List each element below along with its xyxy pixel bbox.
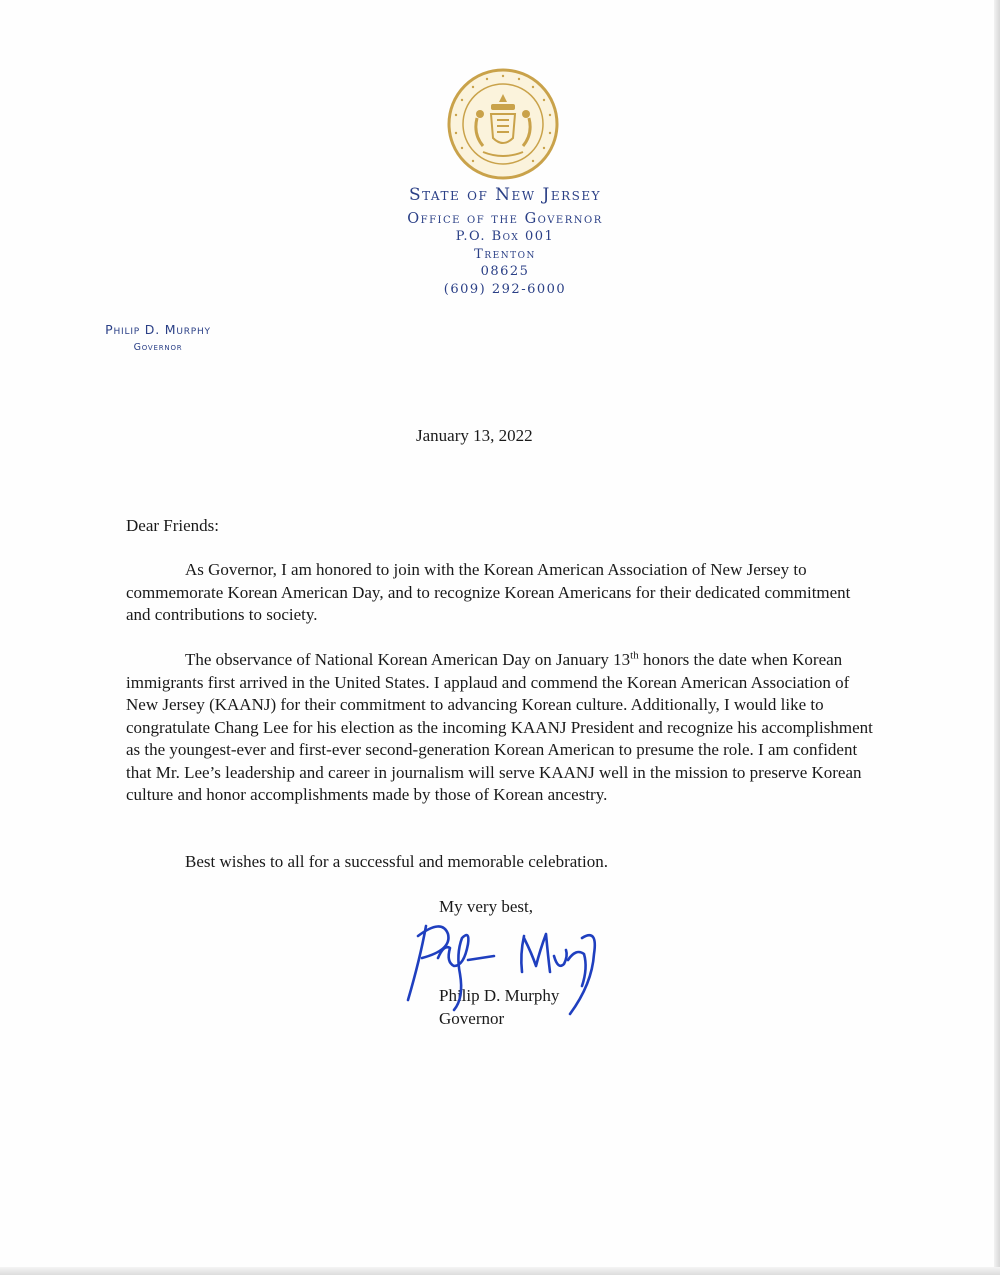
paragraph-2: [126, 649, 876, 807]
page-edge-bottom: [0, 1267, 1000, 1275]
letterhead-city: Trenton: [474, 246, 536, 262]
ordinal-suffix: th: [630, 649, 639, 662]
letter-greeting: Dear Friends:: [126, 516, 220, 535]
state-seal-icon: [447, 68, 559, 180]
handwritten-signature: [398, 914, 608, 1024]
paragraph-3: Best wishes to all for a successful and memorable celebration.: [185, 852, 608, 871]
paragraph-1: As Governor, I am honored to join with the Korean American Association of New Jersey to commemorate Korean American Day, and to recognize Korean Americans for their dedicated commitment and contributions to society.: [126, 560, 851, 624]
letterhead-office: Office of the Governor: [407, 211, 603, 227]
letterhead-phone: (609) 292-6000: [443, 281, 567, 297]
paragraph-2-start: The observance of National Korean American Day on January 13: [185, 650, 631, 669]
governor-name: Philip D. Murphy: [105, 322, 211, 337]
page-edge-right: [994, 0, 1000, 1275]
governor-block: [88, 322, 228, 355]
letter-date: January 13, 2022: [416, 426, 533, 445]
letterhead-po-box: P.O. Box 001: [455, 229, 555, 244]
paragraph-2-rest: honors the date when Korean immigrants first arrived in the United States. I applaud and commend the Korean American Association of New Jersey (KAANJ) for their commitment to advancing Korean culture. Additionally, I would like to congratulate Chang Lee for his election as the incoming KAANJ President and recognize his accomplishment as the youngest-ever and first-ever second-generation Korean American to presume the role. I am confident that Mr. Lee’s leadership and career in journalism will serve KAANJ well in the mission to preserve Korean culture and honor accomplishments made by those of Korean ancestry.: [126, 650, 873, 804]
letterhead-zip: 08625: [480, 264, 530, 279]
letterhead-state: State of New Jersey: [408, 185, 602, 205]
signature-title: Governor: [439, 1009, 505, 1028]
letterhead: [330, 184, 680, 298]
governor-title: Governor: [133, 342, 183, 353]
closing: My very best,: [439, 897, 533, 916]
signature-name: Philip D. Murphy: [439, 986, 560, 1005]
